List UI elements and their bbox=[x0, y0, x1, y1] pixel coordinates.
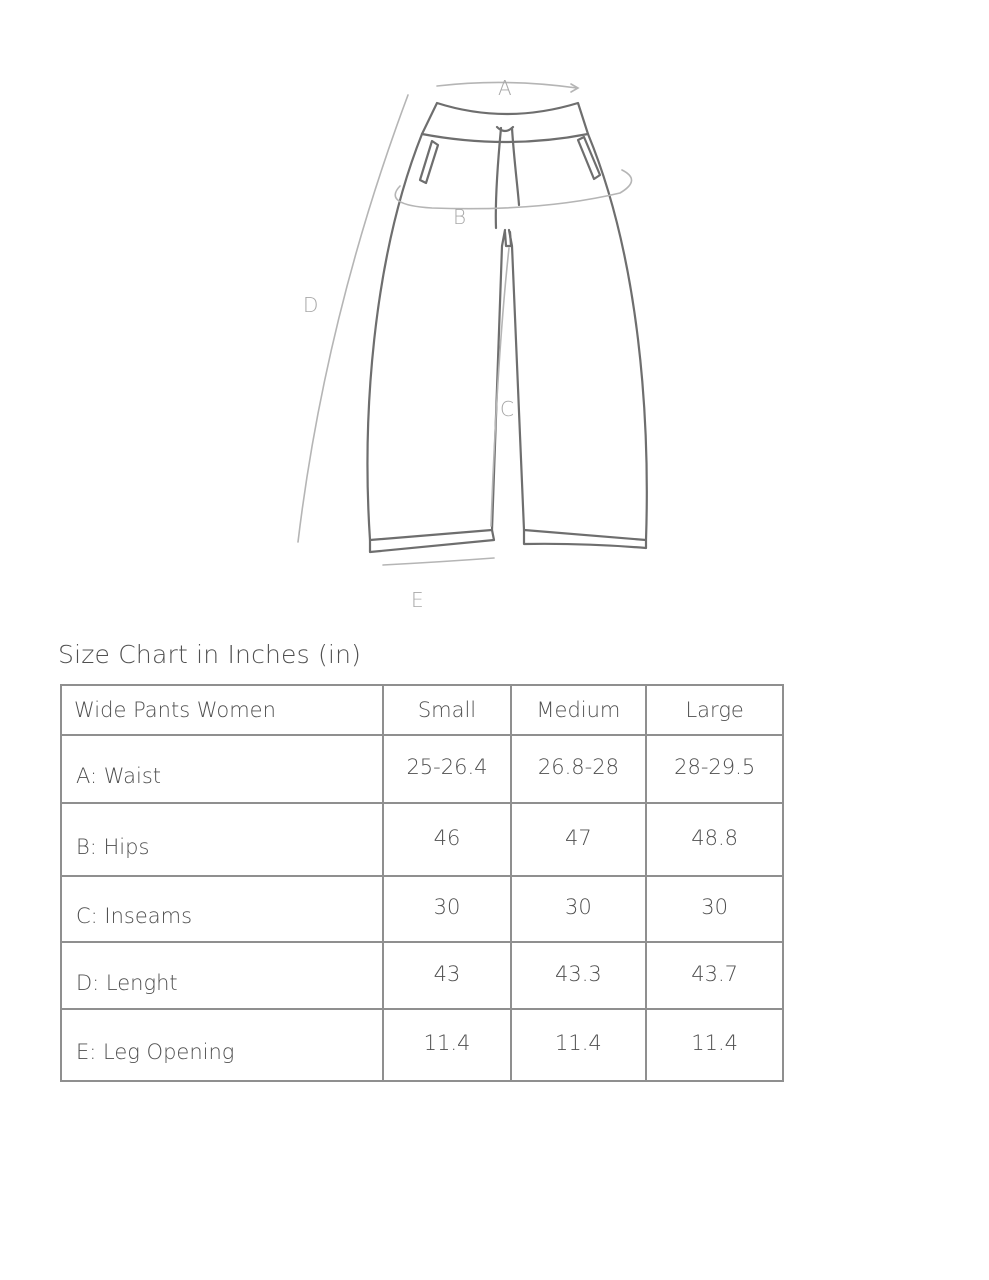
hips-guide bbox=[395, 170, 631, 209]
table-row bbox=[61, 735, 783, 803]
drawstring-right bbox=[512, 128, 519, 205]
header-small: Small bbox=[383, 685, 510, 735]
row-label-hips: B: Hips bbox=[61, 803, 383, 876]
table-header-row bbox=[61, 685, 783, 735]
cell-length-small: 43 bbox=[383, 942, 510, 1009]
label-d: D bbox=[303, 293, 319, 317]
left-hem bbox=[370, 530, 494, 552]
cell-length-large: 43.7 bbox=[646, 942, 783, 1009]
label-b: B bbox=[453, 205, 467, 229]
size-chart-title: Size Chart in Inches (in) bbox=[58, 640, 362, 669]
header-product-name: Wide Pants Women bbox=[61, 685, 383, 735]
pants-left-outline bbox=[368, 134, 505, 540]
table-row bbox=[61, 1009, 783, 1081]
row-label-waist: A: Waist bbox=[61, 735, 383, 803]
size-chart-table bbox=[60, 684, 784, 1082]
cell-leg-opening-medium: 11.4 bbox=[511, 1009, 647, 1081]
cell-leg-opening-large: 11.4 bbox=[646, 1009, 783, 1081]
leg-opening-guide bbox=[383, 558, 494, 565]
cell-waist-small: 25-26.4 bbox=[383, 735, 510, 803]
cell-hips-large: 48.8 bbox=[646, 803, 783, 876]
cell-leg-opening-small: 11.4 bbox=[383, 1009, 510, 1081]
cell-waist-medium: 26.8-28 bbox=[511, 735, 647, 803]
table-row bbox=[61, 876, 783, 942]
cell-inseams-medium: 30 bbox=[511, 876, 647, 942]
row-label-length: D: Lenght bbox=[61, 942, 383, 1009]
table-row bbox=[61, 803, 783, 876]
pants-crotch-seam bbox=[505, 232, 511, 246]
pants-waistband bbox=[422, 103, 588, 142]
drawstring-knot bbox=[497, 127, 513, 131]
length-guide bbox=[298, 95, 408, 542]
header-medium: Medium bbox=[511, 685, 647, 735]
row-label-inseams: C: Inseams bbox=[61, 876, 383, 942]
label-a: A bbox=[498, 76, 512, 100]
cell-hips-small: 46 bbox=[383, 803, 510, 876]
cell-inseams-small: 30 bbox=[383, 876, 510, 942]
left-pocket bbox=[420, 141, 438, 183]
cell-waist-large: 28-29.5 bbox=[646, 735, 783, 803]
table-row bbox=[61, 942, 783, 1009]
cell-length-medium: 43.3 bbox=[511, 942, 647, 1009]
cell-inseams-large: 30 bbox=[646, 876, 783, 942]
header-large: Large bbox=[646, 685, 783, 735]
cell-hips-medium: 47 bbox=[511, 803, 647, 876]
row-label-leg-opening: E: Leg Opening bbox=[61, 1009, 383, 1081]
label-c: C bbox=[500, 397, 514, 421]
label-e: E bbox=[411, 588, 424, 612]
pants-right-outline bbox=[509, 134, 647, 540]
